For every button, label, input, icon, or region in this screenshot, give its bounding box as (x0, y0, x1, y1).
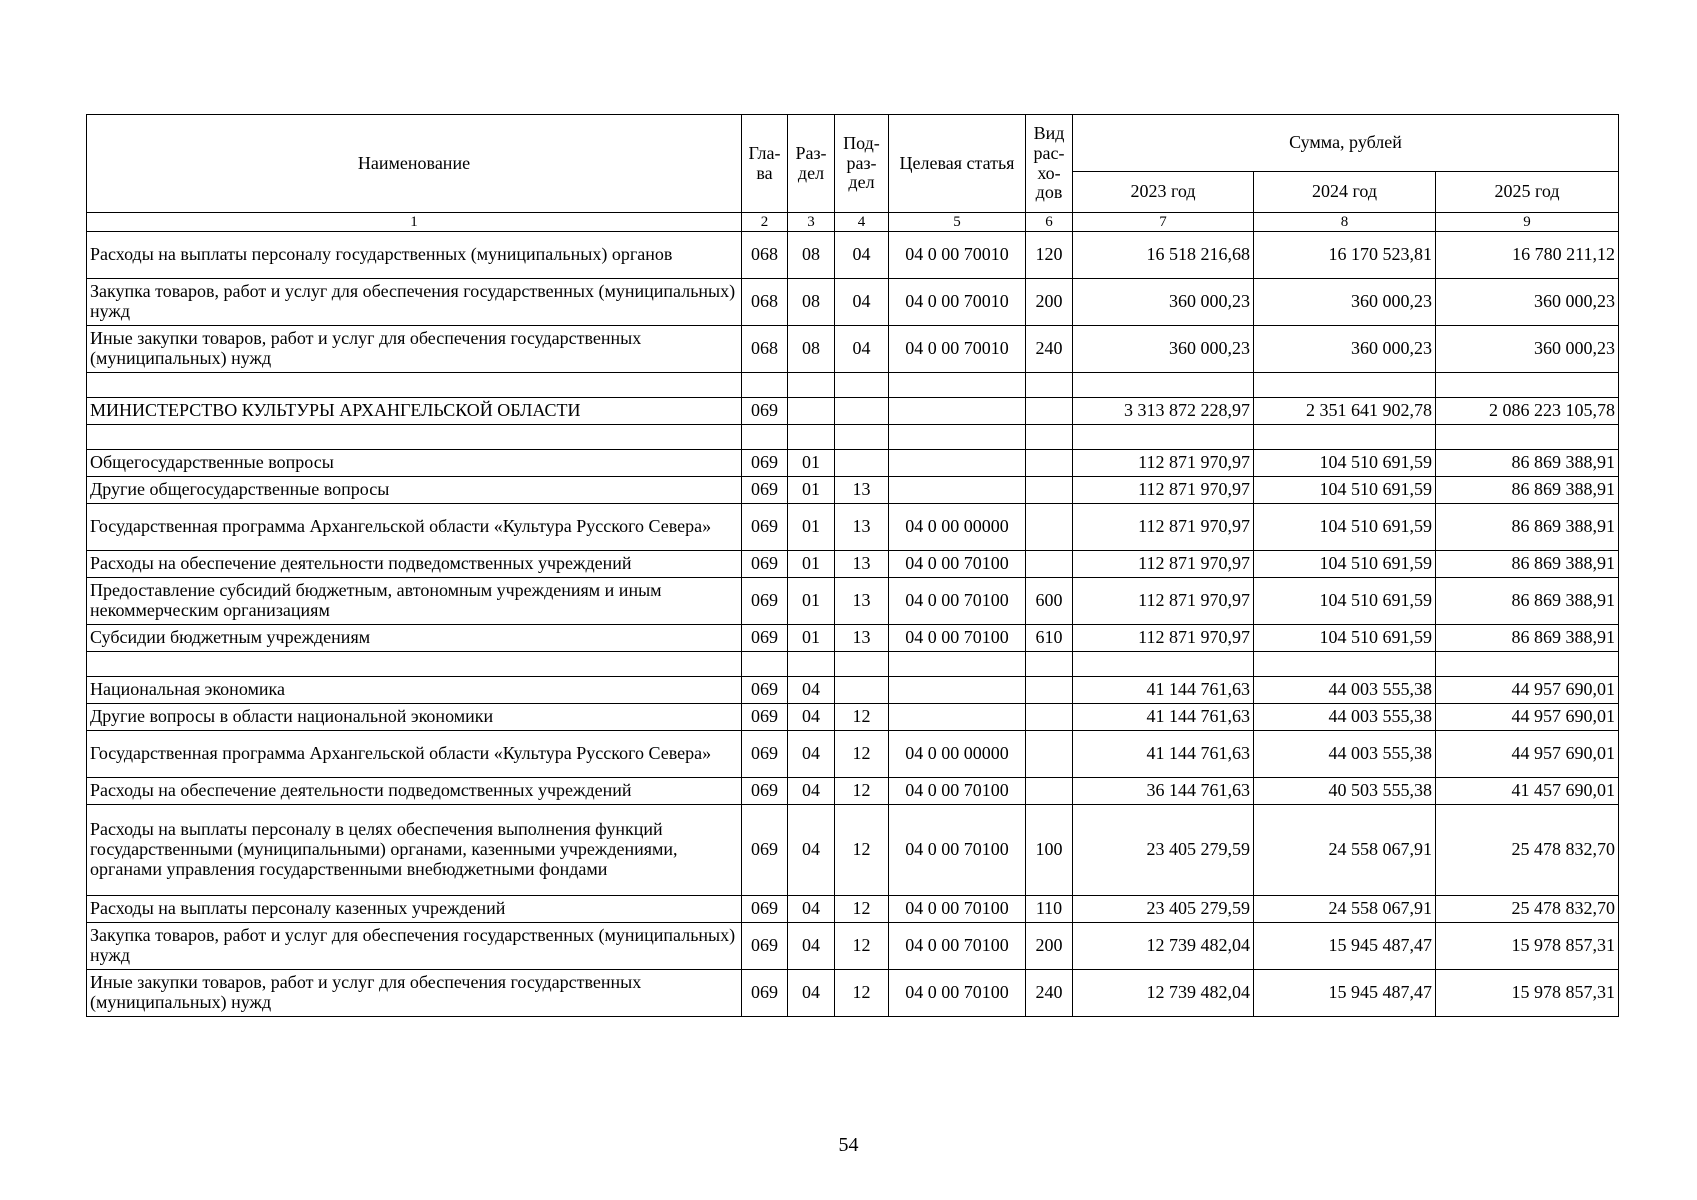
cell-sum-2023: 23 405 279,59 (1073, 805, 1254, 896)
cell-vid-rashodov (1026, 677, 1073, 704)
cell-sum-2025: 15 978 857,31 (1436, 970, 1619, 1017)
table-row (87, 326, 1619, 373)
cell-sum-2023: 112 871 970,97 (1073, 578, 1254, 625)
cell-sum-2023: 3 313 872 228,97 (1073, 398, 1254, 425)
cell-sum-2025: 86 869 388,91 (1436, 578, 1619, 625)
cell-sum-2025: 86 869 388,91 (1436, 551, 1619, 578)
cell-glava: 069 (742, 778, 788, 805)
cell-sum-2025: 25 478 832,70 (1436, 896, 1619, 923)
cell-name: Общегосударственные вопросы (87, 450, 742, 477)
cell-celevaya-statya: 04 0 00 70100 (889, 625, 1026, 652)
header-podrazdel: Под-раз-дел (835, 115, 889, 213)
cell-vid-rashodov (1026, 398, 1073, 425)
cell-razdel: 01 (788, 477, 835, 504)
header-summa: Сумма, рублей (1073, 115, 1619, 172)
column-number: 6 (1026, 213, 1073, 232)
cell-vid-rashodov: 240 (1026, 326, 1073, 373)
cell-vid-rashodov (1026, 704, 1073, 731)
cell-podrazdel: 04 (835, 326, 889, 373)
cell-sum-2023: 112 871 970,97 (1073, 450, 1254, 477)
column-number: 3 (788, 213, 835, 232)
cell-sum-2025: 25 478 832,70 (1436, 805, 1619, 896)
cell-razdel: 04 (788, 704, 835, 731)
cell-razdel: 08 (788, 232, 835, 279)
cell-celevaya-statya: 04 0 00 70010 (889, 232, 1026, 279)
cell-name: Другие вопросы в области национальной экономики (87, 704, 742, 731)
header-year-2025: 2025 год (1436, 172, 1619, 213)
cell-vid-rashodov: 240 (1026, 970, 1073, 1017)
cell-celevaya-statya (889, 398, 1026, 425)
cell-name: Иные закупки товаров, работ и услуг для обеспечения государственных (муниципальных) нужд (87, 970, 742, 1017)
spacer-row (87, 373, 1619, 398)
cell-sum-2025: 2 086 223 105,78 (1436, 398, 1619, 425)
cell-razdel: 04 (788, 896, 835, 923)
cell-vid-rashodov: 200 (1026, 279, 1073, 326)
cell-sum-2024: 15 945 487,47 (1254, 923, 1436, 970)
cell-sum-2023: 12 739 482,04 (1073, 970, 1254, 1017)
cell-sum-2024: 44 003 555,38 (1254, 731, 1436, 778)
header-glava: Гла-ва (742, 115, 788, 213)
cell-podrazdel: 12 (835, 731, 889, 778)
cell-vid-rashodov (1026, 551, 1073, 578)
cell-sum-2023: 112 871 970,97 (1073, 477, 1254, 504)
cell-glava: 069 (742, 677, 788, 704)
cell-razdel: 08 (788, 279, 835, 326)
cell-podrazdel: 04 (835, 279, 889, 326)
cell-celevaya-statya: 04 0 00 70100 (889, 896, 1026, 923)
cell-name: Предоставление субсидий бюджетным, автономным учреждениям и иным некоммерческим организациям (87, 578, 742, 625)
cell-razdel: 01 (788, 625, 835, 652)
column-number: 8 (1254, 213, 1436, 232)
cell-sum-2023: 36 144 761,63 (1073, 778, 1254, 805)
cell-podrazdel: 13 (835, 625, 889, 652)
cell-podrazdel: 13 (835, 477, 889, 504)
cell-vid-rashodov: 610 (1026, 625, 1073, 652)
cell-name: МИНИСТЕРСТВО КУЛЬТУРЫ АРХАНГЕЛЬСКОЙ ОБЛАСТИ (87, 398, 742, 425)
table-row (87, 970, 1619, 1017)
cell-sum-2024: 104 510 691,59 (1254, 450, 1436, 477)
cell-glava: 069 (742, 970, 788, 1017)
cell-razdel: 04 (788, 778, 835, 805)
table-row (87, 677, 1619, 704)
cell-glava: 069 (742, 450, 788, 477)
cell-celevaya-statya: 04 0 00 70010 (889, 326, 1026, 373)
cell-glava: 069 (742, 731, 788, 778)
cell-sum-2024: 24 558 067,91 (1254, 896, 1436, 923)
cell-celevaya-statya: 04 0 00 70100 (889, 551, 1026, 578)
cell-name: Закупка товаров, работ и услуг для обеспечения государственных (муниципальных) нужд (87, 279, 742, 326)
cell-sum-2023: 112 871 970,97 (1073, 551, 1254, 578)
header-name: Наименование (87, 115, 742, 213)
column-number: 9 (1436, 213, 1619, 232)
cell-sum-2025: 86 869 388,91 (1436, 450, 1619, 477)
cell-razdel: 04 (788, 970, 835, 1017)
cell-name: Закупка товаров, работ и услуг для обеспечения государственных (муниципальных) нужд (87, 923, 742, 970)
table-row (87, 805, 1619, 896)
cell-podrazdel: 12 (835, 896, 889, 923)
cell-name: Расходы на обеспечение деятельности подведомственных учреждений (87, 551, 742, 578)
cell-sum-2025: 86 869 388,91 (1436, 625, 1619, 652)
cell-name: Расходы на выплаты персоналу в целях обеспечения выполнения функций государственными (муниципальными) органами, казенными учреждениями, органами управления государственными внебюджетными фондами (87, 805, 742, 896)
header-razdel: Раз-дел (788, 115, 835, 213)
cell-podrazdel: 12 (835, 805, 889, 896)
cell-glava: 068 (742, 279, 788, 326)
cell-podrazdel: 13 (835, 578, 889, 625)
cell-glava: 069 (742, 477, 788, 504)
column-number: 1 (87, 213, 742, 232)
budget-table (86, 114, 1619, 1017)
cell-sum-2025: 86 869 388,91 (1436, 477, 1619, 504)
cell-sum-2024: 44 003 555,38 (1254, 704, 1436, 731)
cell-sum-2024: 104 510 691,59 (1254, 477, 1436, 504)
cell-razdel: 01 (788, 450, 835, 477)
cell-name: Расходы на выплаты персоналу государственных (муниципальных) органов (87, 232, 742, 279)
cell-podrazdel: 13 (835, 551, 889, 578)
table-row (87, 578, 1619, 625)
cell-sum-2024: 360 000,23 (1254, 279, 1436, 326)
table-row (87, 232, 1619, 279)
cell-glava: 069 (742, 923, 788, 970)
cell-sum-2023: 23 405 279,59 (1073, 896, 1254, 923)
cell-vid-rashodov: 600 (1026, 578, 1073, 625)
cell-vid-rashodov (1026, 477, 1073, 504)
cell-sum-2025: 15 978 857,31 (1436, 923, 1619, 970)
spacer-row (87, 652, 1619, 677)
cell-sum-2024: 104 510 691,59 (1254, 578, 1436, 625)
cell-sum-2023: 16 518 216,68 (1073, 232, 1254, 279)
cell-glava: 068 (742, 326, 788, 373)
cell-razdel: 04 (788, 677, 835, 704)
cell-sum-2025: 44 957 690,01 (1436, 677, 1619, 704)
cell-sum-2024: 44 003 555,38 (1254, 677, 1436, 704)
cell-vid-rashodov: 120 (1026, 232, 1073, 279)
cell-celevaya-statya: 04 0 00 70100 (889, 923, 1026, 970)
column-number: 2 (742, 213, 788, 232)
cell-sum-2023: 360 000,23 (1073, 279, 1254, 326)
cell-celevaya-statya: 04 0 00 70100 (889, 578, 1026, 625)
cell-vid-rashodov (1026, 450, 1073, 477)
column-number-row (87, 213, 1619, 232)
table-row (87, 625, 1619, 652)
cell-vid-rashodov: 110 (1026, 896, 1073, 923)
cell-name: Государственная программа Архангельской области «Культура Русского Севера» (87, 731, 742, 778)
cell-sum-2025: 360 000,23 (1436, 326, 1619, 373)
cell-celevaya-statya: 04 0 00 00000 (889, 504, 1026, 551)
table-row (87, 704, 1619, 731)
cell-podrazdel: 12 (835, 704, 889, 731)
cell-glava: 069 (742, 504, 788, 551)
cell-sum-2023: 41 144 761,63 (1073, 704, 1254, 731)
cell-podrazdel (835, 398, 889, 425)
cell-glava: 069 (742, 704, 788, 731)
cell-razdel: 01 (788, 578, 835, 625)
cell-glava: 069 (742, 896, 788, 923)
cell-sum-2023: 360 000,23 (1073, 326, 1254, 373)
cell-celevaya-statya (889, 450, 1026, 477)
table-row (87, 551, 1619, 578)
cell-glava: 069 (742, 398, 788, 425)
header-year-2023: 2023 год (1073, 172, 1254, 213)
cell-podrazdel: 04 (835, 232, 889, 279)
cell-sum-2025: 86 869 388,91 (1436, 504, 1619, 551)
column-number: 7 (1073, 213, 1254, 232)
column-number: 5 (889, 213, 1026, 232)
cell-sum-2025: 360 000,23 (1436, 279, 1619, 326)
cell-name: Иные закупки товаров, работ и услуг для обеспечения государственных (муниципальных) нужд (87, 326, 742, 373)
cell-sum-2024: 360 000,23 (1254, 326, 1436, 373)
cell-name: Субсидии бюджетным учреждениям (87, 625, 742, 652)
cell-razdel: 01 (788, 551, 835, 578)
cell-name: Расходы на выплаты персоналу казенных учреждений (87, 896, 742, 923)
cell-podrazdel: 13 (835, 504, 889, 551)
cell-name: Государственная программа Архангельской области «Культура Русского Севера» (87, 504, 742, 551)
cell-celevaya-statya: 04 0 00 70100 (889, 970, 1026, 1017)
cell-razdel: 04 (788, 923, 835, 970)
cell-razdel (788, 398, 835, 425)
table-row (87, 477, 1619, 504)
cell-name: Другие общегосударственные вопросы (87, 477, 742, 504)
table-row (87, 778, 1619, 805)
cell-sum-2023: 112 871 970,97 (1073, 625, 1254, 652)
table-row (87, 450, 1619, 477)
cell-vid-rashodov (1026, 731, 1073, 778)
cell-celevaya-statya (889, 477, 1026, 504)
cell-sum-2024: 16 170 523,81 (1254, 232, 1436, 279)
cell-podrazdel: 12 (835, 778, 889, 805)
cell-podrazdel: 12 (835, 970, 889, 1017)
cell-vid-rashodov: 200 (1026, 923, 1073, 970)
cell-sum-2025: 41 457 690,01 (1436, 778, 1619, 805)
cell-sum-2024: 104 510 691,59 (1254, 504, 1436, 551)
table-row (87, 731, 1619, 778)
cell-celevaya-statya: 04 0 00 70100 (889, 778, 1026, 805)
cell-razdel: 08 (788, 326, 835, 373)
cell-glava: 069 (742, 625, 788, 652)
cell-vid-rashodov: 100 (1026, 805, 1073, 896)
cell-sum-2024: 104 510 691,59 (1254, 551, 1436, 578)
cell-sum-2024: 2 351 641 902,78 (1254, 398, 1436, 425)
cell-sum-2023: 12 739 482,04 (1073, 923, 1254, 970)
cell-sum-2023: 112 871 970,97 (1073, 504, 1254, 551)
cell-sum-2024: 104 510 691,59 (1254, 625, 1436, 652)
cell-sum-2023: 41 144 761,63 (1073, 731, 1254, 778)
cell-sum-2023: 41 144 761,63 (1073, 677, 1254, 704)
header-celevaya-statya: Целевая статья (889, 115, 1026, 213)
cell-razdel: 04 (788, 731, 835, 778)
cell-sum-2025: 16 780 211,12 (1436, 232, 1619, 279)
cell-sum-2025: 44 957 690,01 (1436, 704, 1619, 731)
page-number: 54 (838, 1134, 859, 1156)
cell-celevaya-statya: 04 0 00 70100 (889, 805, 1026, 896)
cell-name: Национальная экономика (87, 677, 742, 704)
cell-celevaya-statya (889, 677, 1026, 704)
cell-razdel: 01 (788, 504, 835, 551)
cell-celevaya-statya (889, 704, 1026, 731)
table-row (87, 896, 1619, 923)
cell-razdel: 04 (788, 805, 835, 896)
column-number: 4 (835, 213, 889, 232)
table-row (87, 279, 1619, 326)
cell-celevaya-statya: 04 0 00 70010 (889, 279, 1026, 326)
cell-sum-2024: 24 558 067,91 (1254, 805, 1436, 896)
cell-sum-2025: 44 957 690,01 (1436, 731, 1619, 778)
table-row (87, 923, 1619, 970)
cell-glava: 068 (742, 232, 788, 279)
cell-podrazdel (835, 677, 889, 704)
cell-glava: 069 (742, 551, 788, 578)
cell-sum-2024: 40 503 555,38 (1254, 778, 1436, 805)
cell-vid-rashodov (1026, 778, 1073, 805)
cell-name: Расходы на обеспечение деятельности подведомственных учреждений (87, 778, 742, 805)
table-row (87, 398, 1619, 425)
header-year-2024: 2024 год (1254, 172, 1436, 213)
spacer-row (87, 425, 1619, 450)
cell-sum-2024: 15 945 487,47 (1254, 970, 1436, 1017)
cell-glava: 069 (742, 578, 788, 625)
cell-celevaya-statya: 04 0 00 00000 (889, 731, 1026, 778)
cell-podrazdel: 12 (835, 923, 889, 970)
table-row (87, 504, 1619, 551)
cell-glava: 069 (742, 805, 788, 896)
header-vid-rashodov: Вид рас-хо-дов (1026, 115, 1073, 213)
cell-podrazdel (835, 450, 889, 477)
cell-vid-rashodov (1026, 504, 1073, 551)
